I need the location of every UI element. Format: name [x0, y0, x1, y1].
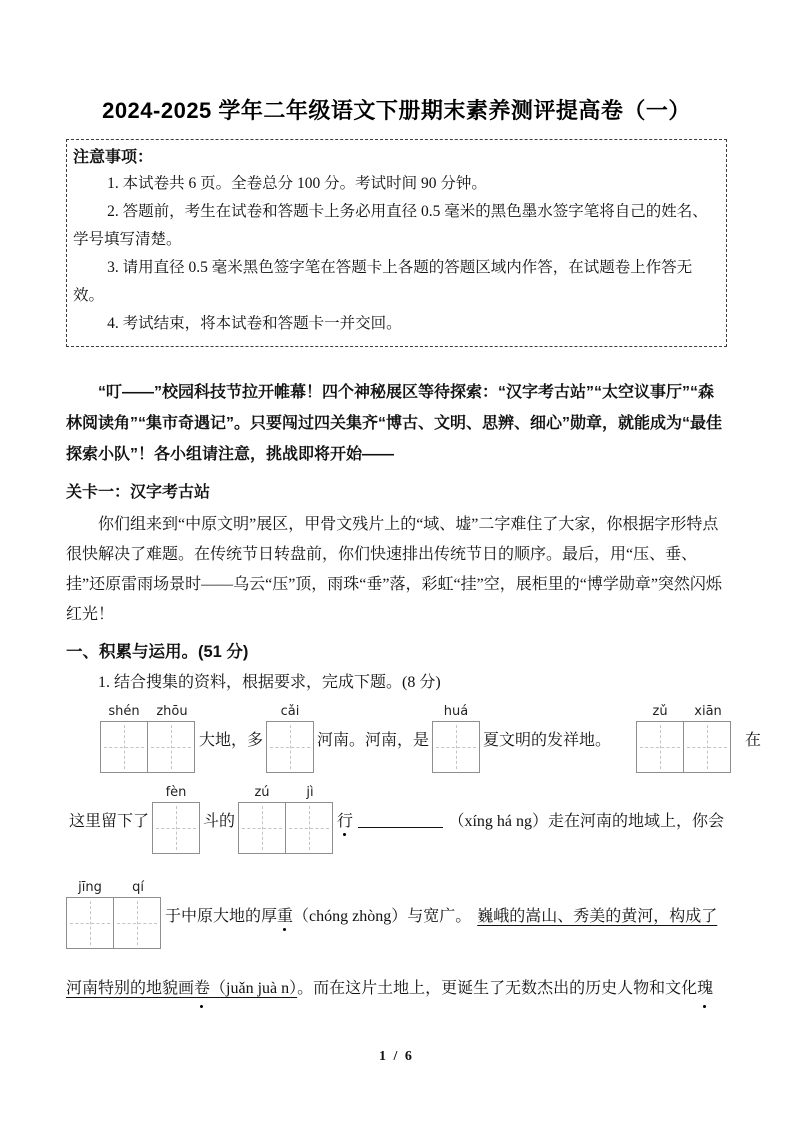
tianzige-cell: [238, 802, 286, 854]
pinyin-label: cǎi: [280, 704, 300, 719]
fill-text: 斗的: [203, 813, 236, 830]
fill-text: 大地，多: [199, 732, 264, 749]
tianzige-cell: [66, 897, 114, 949]
pinyin-label: shén: [108, 704, 140, 719]
notice-item: 4. 考试结束，将本试卷和答题卡一并交回。: [107, 315, 402, 332]
emphasized-char: 行: [334, 808, 356, 831]
pinyin-label: huá: [443, 704, 469, 719]
pinyin-row: [432, 704, 480, 721]
notice-item: 2. 答题前，考生在试卷和答题卡上务必用直径 0.5 毫米的黑色墨水签字笔将自己的姓名、学号填写清楚。: [73, 203, 708, 248]
fill-row-1: [66, 704, 762, 773]
pinyin-label: jì: [306, 785, 314, 800]
intro-paragraph: “叮——”校园科技节拉开帷幕！四个神秘展区等待探索：“汉字考古站”“太空议事厅”“森林阅读角”“集市奇遇记”。只要闯过四关集齐“博古、文明、思辨、细心”勋章，就能成为“最佳探索小队”！各小组请注意，挑战即将开始——: [66, 384, 723, 463]
tianzige-cell: [285, 802, 333, 854]
pinyin-label: zǔ: [652, 704, 668, 719]
underlined-text: 巍峨的嵩山、秀美的黄河，构成了: [477, 908, 718, 925]
underlined-text: （juǎn juà n）: [210, 980, 298, 997]
page-title: 2024-2025 学年二年级语文下册期末素养测评提高卷（一）: [102, 98, 691, 123]
fill-text: 夏文明的发祥地。: [483, 732, 612, 749]
pinyin-row: [636, 704, 732, 721]
grid-cells: [432, 721, 480, 773]
level1-paragraph: 你们组来到“中原文明”展区，甲骨文残片上的“域、墟”二字难住了大家，你根据字形特点很快解决了难题。在传统节日转盘前，你们快速排出传统节日的顺序。最后，用“压、垂、挂”还原雷雨场景时——乌云“压”顶，雨珠“垂”落，彩虹“挂”空，展柜里的“博学勋章”突然闪烁红光！: [66, 516, 722, 623]
emphasized-char: 瑰: [697, 975, 713, 1003]
writing-grid: [66, 880, 162, 949]
tianzige-cell: [683, 721, 731, 773]
fill-text: 。而在这片土地上，更诞生了无数杰出的历史人物和文化: [297, 980, 698, 997]
question1-text: 1. 结合搜集的资料，根据要求，完成下题。(8 分): [98, 674, 441, 691]
tianzige-cell: [100, 721, 148, 773]
fill-text: 这里留下了: [69, 813, 150, 830]
notice-item: 3. 请用直径 0.5 毫米黑色签字笔在答题卡上各题的答题区域内作答，在试题卷上作答无效。: [73, 259, 693, 304]
pinyin-label: xiān: [694, 704, 722, 719]
fill-text: 河南。河南，是: [317, 732, 430, 749]
pinyin-row: [66, 880, 162, 897]
writing-grid: [266, 704, 314, 773]
tianzige-cell: [113, 897, 161, 949]
fill-row-3: [66, 880, 727, 949]
notice-heading: 注意事项：: [73, 149, 154, 166]
level1-heading: 关卡一：汉字考古站: [66, 484, 211, 501]
pinyin-row: [152, 785, 200, 802]
writing-grid: [100, 704, 196, 773]
page-number: 1 / 6: [379, 1049, 414, 1064]
grid-cells: [266, 721, 314, 773]
emphasized-char: 重: [277, 903, 293, 926]
fill-row-2: [66, 785, 727, 854]
grid-cells: [66, 897, 162, 949]
emphasized-char: 卷: [194, 975, 210, 1003]
notice-item: 1. 本试卷共 6 页。全卷总分 100 分。考试时间 90 分钟。: [107, 175, 487, 192]
grid-cells: [238, 802, 334, 854]
grid-cells: [100, 721, 196, 773]
fill-text: （xíng há ng）走在河南的地域上，你会: [448, 813, 724, 830]
fill-row-4: [66, 975, 727, 1003]
fill-text: 于中原大地的厚: [165, 908, 278, 925]
pinyin-label: fèn: [165, 785, 187, 800]
pinyin-label: zhōu: [156, 704, 188, 719]
tianzige-cell: [636, 721, 684, 773]
writing-grid: [152, 785, 200, 854]
writing-grid: [432, 704, 480, 773]
pinyin-label: qí: [132, 880, 144, 895]
fill-text: 在: [745, 732, 762, 749]
section1-heading: 一、积累与运用。(51 分): [66, 643, 249, 661]
underlined-text: 河南特别的地貌画: [66, 980, 195, 997]
pinyin-row: [100, 704, 196, 721]
fill-text: （chóng zhòng）与宽广。: [293, 908, 472, 925]
notice-box: [66, 139, 727, 347]
tianzige-cell: [432, 721, 480, 773]
pinyin-label: zú: [254, 785, 270, 800]
tianzige-cell: [152, 802, 200, 854]
pinyin-row: [266, 704, 314, 721]
writing-grid: [238, 785, 334, 854]
tianzige-cell: [266, 721, 314, 773]
grid-cells: [152, 802, 200, 854]
writing-grid: [636, 704, 732, 773]
pinyin-label: jīng: [78, 880, 102, 895]
pinyin-row: [238, 785, 334, 802]
tianzige-cell: [147, 721, 195, 773]
answer-blank: [358, 811, 443, 829]
grid-cells: [636, 721, 732, 773]
